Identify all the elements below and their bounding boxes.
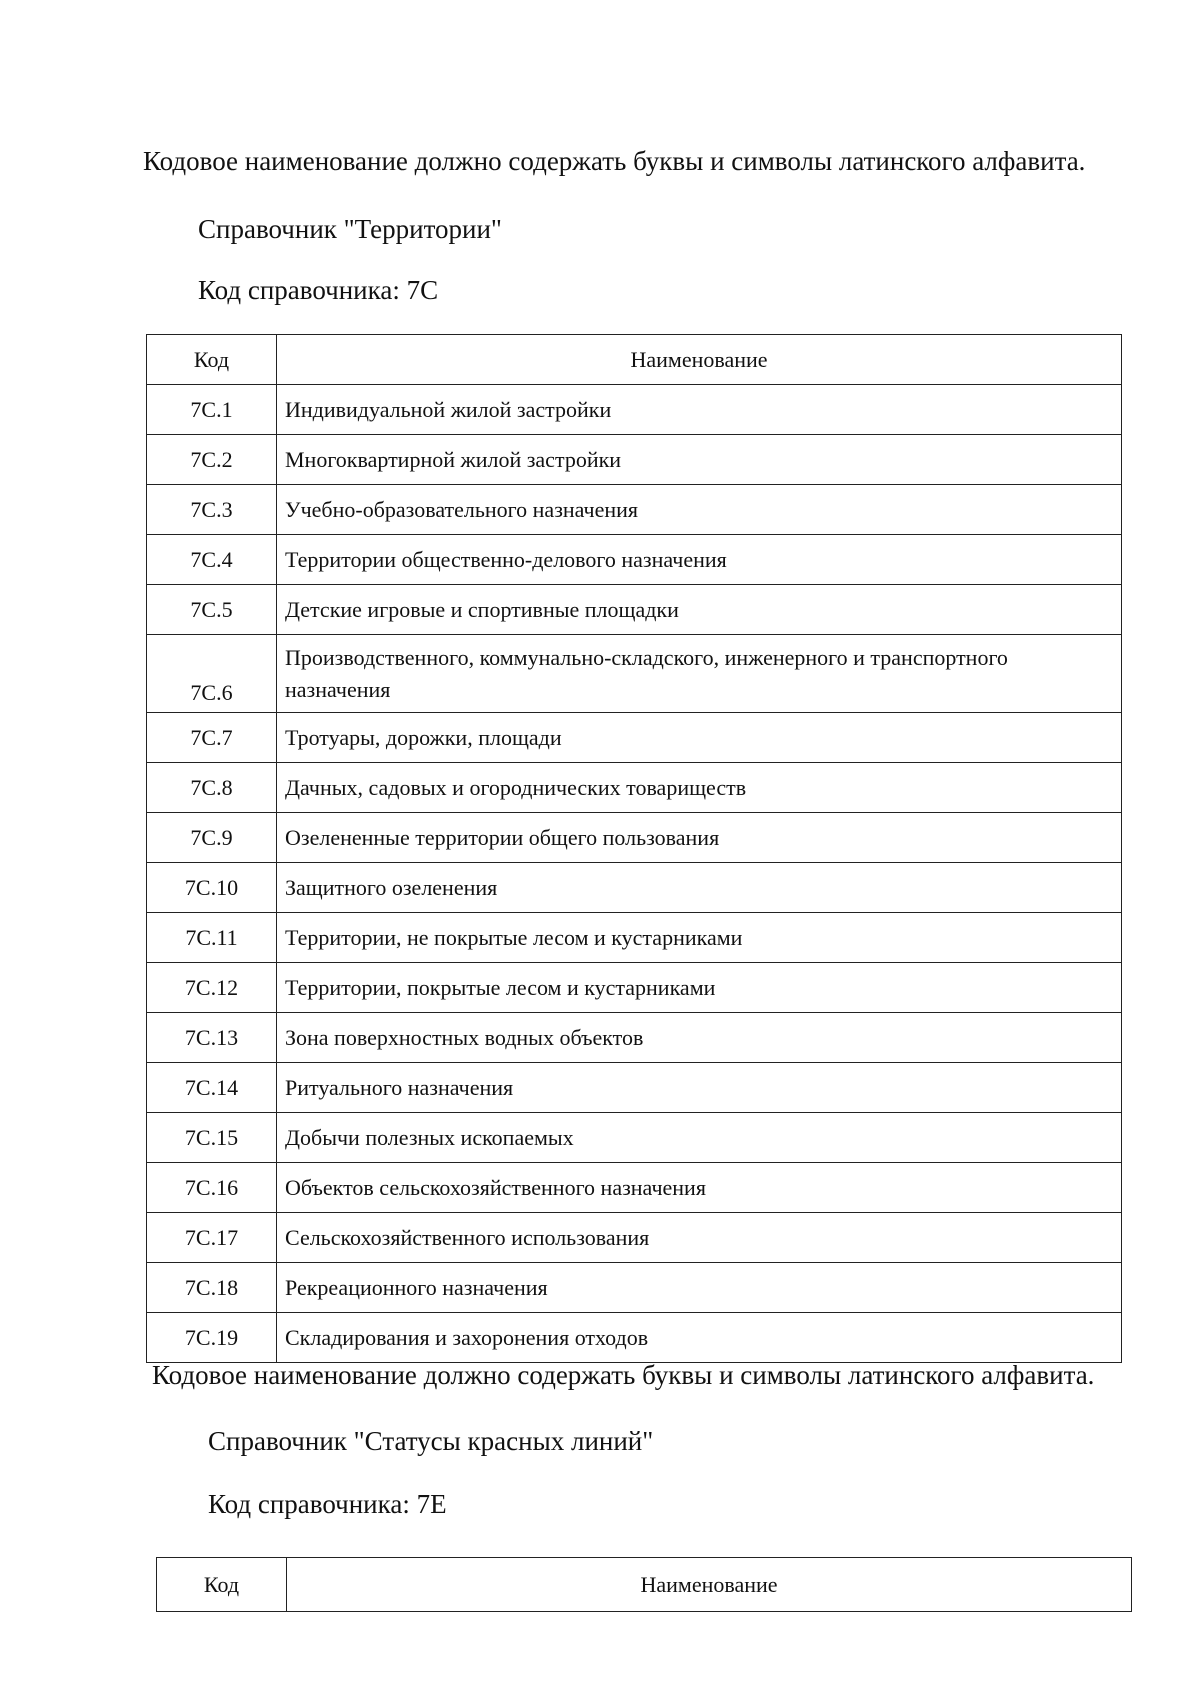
- red-lines-status-table: [156, 1557, 1132, 1612]
- row-code: 7С.18: [147, 1263, 277, 1313]
- table-row: [147, 1263, 1122, 1313]
- row-code: 7С.5: [147, 585, 277, 635]
- table-row: [147, 585, 1122, 635]
- row-code: 7С.10: [147, 863, 277, 913]
- table-row: [147, 1113, 1122, 1163]
- table-row: [147, 963, 1122, 1013]
- row-code: 7С.1: [147, 385, 277, 435]
- row-name: Озелененные территории общего пользования: [277, 813, 1122, 863]
- row-name: Складирования и захоронения отходов: [277, 1313, 1122, 1363]
- row-code: 7С.2: [147, 435, 277, 485]
- row-code: 7С.17: [147, 1213, 277, 1263]
- row-code: 7С.12: [147, 963, 277, 1013]
- row-name: Учебно-образовательного назначения: [277, 485, 1122, 535]
- row-name: Производственного, коммунально-складского, инженерного и транспортного назначения: [277, 635, 1122, 713]
- row-code: 7С.7: [147, 713, 277, 763]
- row-name: Защитного озеленения: [277, 863, 1122, 913]
- row-code: 7С.8: [147, 763, 277, 813]
- table-row: [147, 1213, 1122, 1263]
- row-code: 7С.15: [147, 1113, 277, 1163]
- row-name: Территории, покрытые лесом и кустарниками: [277, 963, 1122, 1013]
- table-row: [147, 1063, 1122, 1113]
- table-row: [147, 435, 1122, 485]
- table-row: [147, 713, 1122, 763]
- row-name: Дачных, садовых и огороднических товариществ: [277, 763, 1122, 813]
- latin-alphabet-note: Кодовое наименование должно содержать буквы и символы латинского алфавита.: [143, 146, 1086, 176]
- row-code: 7С.3: [147, 485, 277, 535]
- row-name: Многоквартирной жилой застройки: [277, 435, 1122, 485]
- row-name: Детские игровые и спортивные площадки: [277, 585, 1122, 635]
- reference-code: Код справочника: 7Е: [208, 1489, 447, 1519]
- row-code: 7С.14: [147, 1063, 277, 1113]
- table-row: [147, 385, 1122, 435]
- latin-alphabet-note: Кодовое наименование должно содержать буквы и символы латинского алфавита.: [152, 1360, 1095, 1390]
- table-row: [147, 635, 1122, 713]
- table-row: [147, 863, 1122, 913]
- row-name: Территории общественно-делового назначения: [277, 535, 1122, 585]
- table-row: [147, 1163, 1122, 1213]
- row-name: Ритуального назначения: [277, 1063, 1122, 1113]
- row-name: Тротуары, дорожки, площади: [277, 713, 1122, 763]
- column-header-name: Наименование: [277, 335, 1122, 385]
- reference-title: Справочник "Территории": [198, 214, 502, 244]
- row-name: Добычи полезных ископаемых: [277, 1113, 1122, 1163]
- table-row: [147, 813, 1122, 863]
- row-code: 7С.16: [147, 1163, 277, 1213]
- reference-code: Код справочника: 7С: [198, 275, 439, 305]
- territories-table: [146, 334, 1122, 1363]
- column-header-code: Код: [157, 1558, 287, 1612]
- table-row: [147, 763, 1122, 813]
- table-row: [147, 1013, 1122, 1063]
- reference-title: Справочник "Статусы красных линий": [208, 1426, 654, 1456]
- row-code: 7С.4: [147, 535, 277, 585]
- table-row: [147, 1313, 1122, 1363]
- column-header-name: Наименование: [287, 1558, 1132, 1612]
- row-code: 7С.9: [147, 813, 277, 863]
- row-name: Территории, не покрытые лесом и кустарниками: [277, 913, 1122, 963]
- table-header-row: [147, 335, 1122, 385]
- row-name: Рекреационного назначения: [277, 1263, 1122, 1313]
- table-row: [147, 913, 1122, 963]
- row-code: 7С.11: [147, 913, 277, 963]
- row-name: Индивидуальной жилой застройки: [277, 385, 1122, 435]
- row-name: Сельскохозяйственного использования: [277, 1213, 1122, 1263]
- table-header-row: [157, 1558, 1132, 1612]
- table-row: [147, 485, 1122, 535]
- table-row: [147, 535, 1122, 585]
- row-code: 7С.13: [147, 1013, 277, 1063]
- row-code: 7С.19: [147, 1313, 277, 1363]
- row-name: Зона поверхностных водных объектов: [277, 1013, 1122, 1063]
- row-code: 7С.6: [147, 635, 277, 713]
- row-name: Объектов сельскохозяйственного назначения: [277, 1163, 1122, 1213]
- column-header-code: Код: [147, 335, 277, 385]
